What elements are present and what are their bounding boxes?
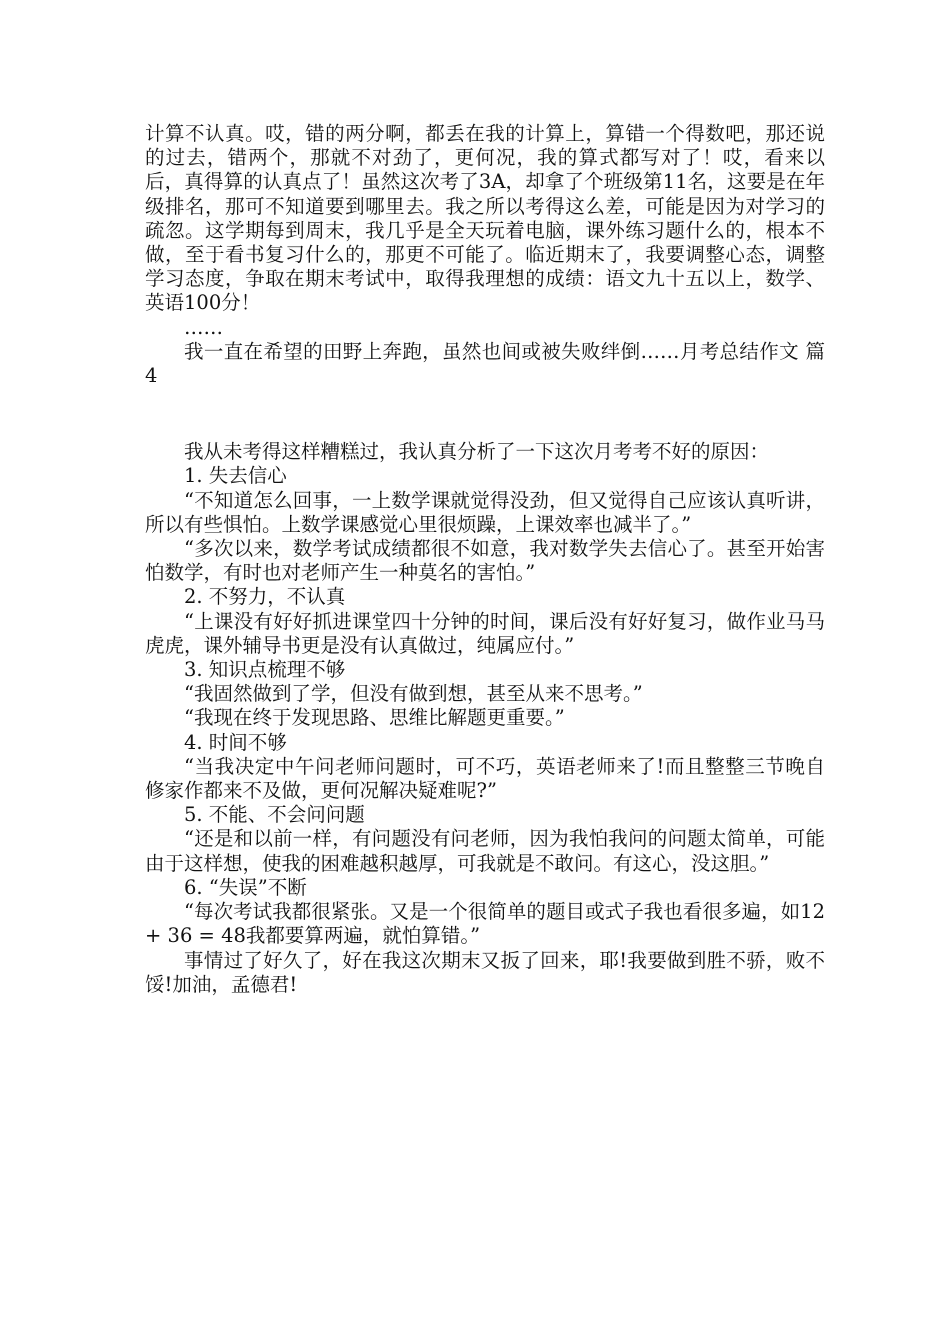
quote-2: “上课没有好好抓进课堂四十分钟的时间，课后没有好好复习，做作业马马虎虎，课外辅导书更是没有认真做过，纯属应付。” xyxy=(145,609,825,657)
paragraph-study-reflection: 计算不认真。哎，错的两分啊，都丢在我的计算上，算错一个得数吧，那还说的过去，错两个，那就不对劲了，更何况，我的算式都写对了！哎，看来以后，真得算的认真点了！虽然这次考了3A，却拿了个班级第11名，这要是在年级排名，那可不知道要到哪里去。我之所以考得这么差，可能是因为对学习的疏忽。这学期每到周末，我几乎是全天玩着电脑，课外练习题什么的，根本不做，至于看书复习什么的，那更不可能了。临近期末了，我要调整心态，调整学习态度，争取在期末考试中，取得我理想的成绩：语文九十五以上，数学、英语100分！ xyxy=(145,122,825,315)
paragraph-conclusion: 事情过了好久了，好在我这次期末又扳了回来，耶!我要做到胜不骄，败不馁!加油，孟德君! xyxy=(145,948,825,996)
quote-3a: “我固然做到了学，但没有做到想，甚至从来不思考。” xyxy=(184,682,643,706)
reason-heading-4: 4. 时间不够 xyxy=(184,730,287,754)
section-gap xyxy=(145,388,825,440)
reason-heading-1: 1. 失去信心 xyxy=(184,464,287,488)
ellipsis: …… xyxy=(184,315,223,339)
quote-1a: “不知道怎么回事，一上数学课就觉得没劲，但又觉得自己应该认真听讲，所以有些惧怕。上数学课感觉心里很烦躁，上课效率也减半了。” xyxy=(145,488,825,536)
paragraph-intro: 我从未考得这样糟糕过，我认真分析了一下这次月考考不好的原因： xyxy=(184,440,770,464)
reason-heading-2: 2. 不努力，不认真 xyxy=(184,585,346,609)
document-page xyxy=(145,122,825,997)
quote-5: “还是和以前一样，有问题没有问老师，因为我怕我问的问题太简单，可能由于这样想，使我的困难越积越厚，可我就是不敢问。有这心，没这胆。” xyxy=(145,827,825,875)
reason-heading-5: 5. 不能、不会问问题 xyxy=(184,803,365,827)
quote-6: “每次考试我都很紧张。又是一个很简单的题目或式子我也看很多遍，如12 + 36 = 48我都要算两遍，就怕算错。” xyxy=(145,900,825,948)
quote-4: “当我决定中午问老师问题时，可不巧，英语老师来了!而且整整三节晚自修家作都来不及做，更何况解决疑难呢?” xyxy=(145,754,825,803)
quote-1b: “多次以来，数学考试成绩都很不如意，我对数学失去信心了。甚至开始害怕数学，有时也对老师产生一种莫名的害怕。” xyxy=(145,537,825,585)
paragraph-closing-and-heading: 我一直在希望的田野上奔跑，虽然也间或被失败绊倒……月考总结作文 篇4 xyxy=(145,339,825,388)
reason-heading-3: 3. 知识点梳理不够 xyxy=(184,658,346,682)
quote-3b: “我现在终于发现思路、思维比解题更重要。” xyxy=(184,706,565,730)
reason-heading-6: 6. “失误”不断 xyxy=(184,875,307,899)
